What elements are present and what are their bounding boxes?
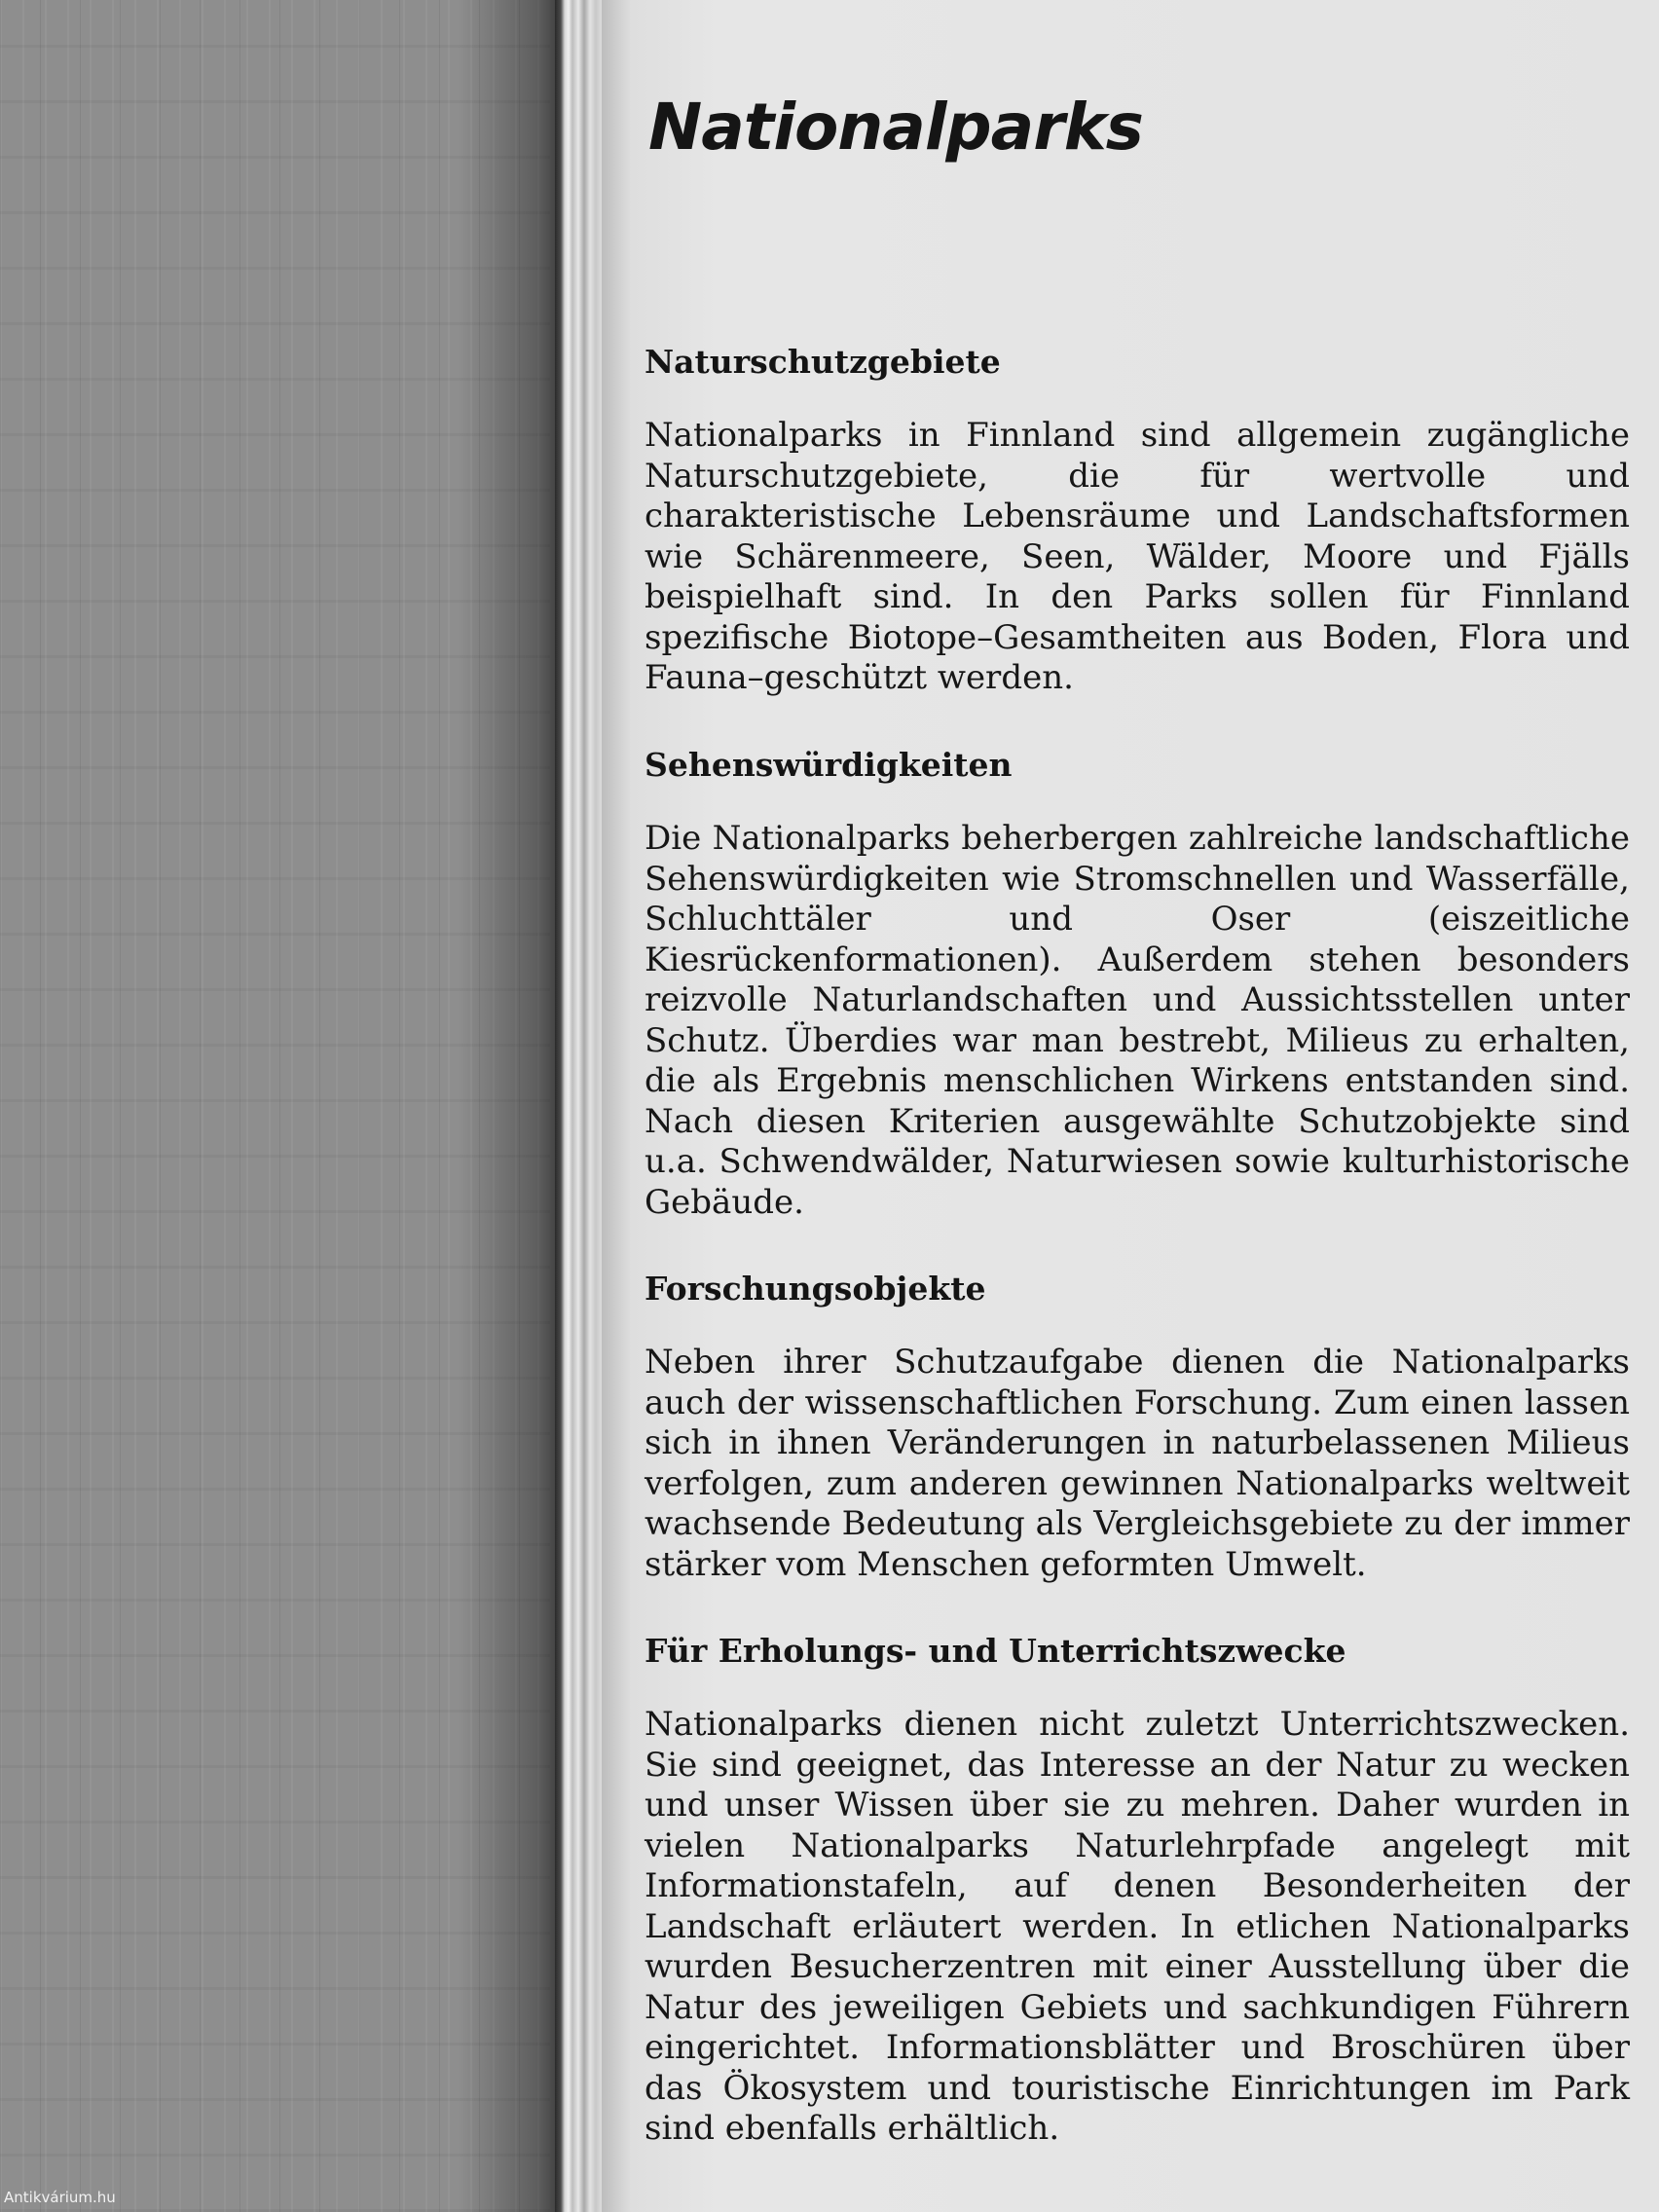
section-heading: Naturschutzgebiete bbox=[645, 343, 1001, 381]
section-naturschutzgebiete bbox=[645, 343, 1630, 699]
section-paragraph: Nationalparks dienen nicht zuletzt Unterrichtszwecken. Sie sind geeignet, das Interesse an der Natur zu wecken und unser Wissen über sie zu mehren. Daher wurden in vielen Nationalparks Naturlehrpfade angelegt mit Informationstafeln, auf denen Besonderheiten der Landschaft erläutert werden. In etlichen Nationalparks wurden Besucherzentren mit einer Ausstellung über die Natur des jeweiligen Gebiets und sachkundigen Führern eingerichtet. Informationsblätter und Broschüren über das Ökosystem und touristische Einrichtungen im Park sind ebenfalls erhältlich. bbox=[645, 1705, 1630, 2148]
section-heading: Forschungsobjekte bbox=[645, 1270, 986, 1308]
book-page bbox=[602, 0, 1659, 2212]
section-paragraph: Nationalparks in Finnland sind allgemein zugängliche Naturschutzgebiete, die für wertvolle und charakteristische Lebensräume und Landschaftsformen wie Schärenmeere, Seen, Wälder, Moore und Fjälls beispielhaft sind. In den Parks sollen für Finnland spezifische Biotope–Gesamtheiten aus Boden, Flora und Fauna–geschützt werden. bbox=[645, 416, 1630, 697]
page-edge-stack bbox=[555, 0, 602, 2212]
section-heading: Für Erholungs- und Unterrichtszwecke bbox=[645, 1632, 1346, 1670]
section-sehenswuerdigkeiten bbox=[645, 746, 1630, 1223]
section-erholung-unterricht bbox=[645, 1632, 1630, 2150]
section-forschungsobjekte bbox=[645, 1270, 1630, 1585]
section-paragraph: Neben ihrer Schutzaufgabe dienen die Nationalparks auch der wissenschaftlichen Forschung. Zum einen lassen sich in ihnen Veränderungen in naturbelassenen Milieus verfolgen, zum anderen gewinnen Nationalparks weltweit wachsende Bedeutung als Vergleichsgebiete zu der immer stärker vom Menschen geformten Umwelt. bbox=[645, 1343, 1630, 1584]
section-heading: Sehenswürdigkeiten bbox=[645, 746, 1013, 784]
section-paragraph: Die Nationalparks beherbergen zahlreiche landschaftliche Sehenswürdigkeiten wie Stromschnellen und Wasserfälle, Schluchttäler und Oser (eiszeitliche Kiesrückenformationen). Außerdem stehen besonders reizvolle Naturlandschaften und Aussichtsstellen unter Schutz. Überdies war man bestrebt, Milieus zu erhalten, die als Ergebnis menschlichen Wirkens entstanden sind. Nach diesen Kriterien ausgewählte Schutzobjekte sind u.a. Schwendwälder, Naturwiesen sowie kulturhistorische Gebäude. bbox=[645, 819, 1630, 1222]
watermark-text: Antikvárium.hu bbox=[4, 2189, 116, 2206]
page-title: Nationalparks bbox=[648, 90, 1143, 165]
